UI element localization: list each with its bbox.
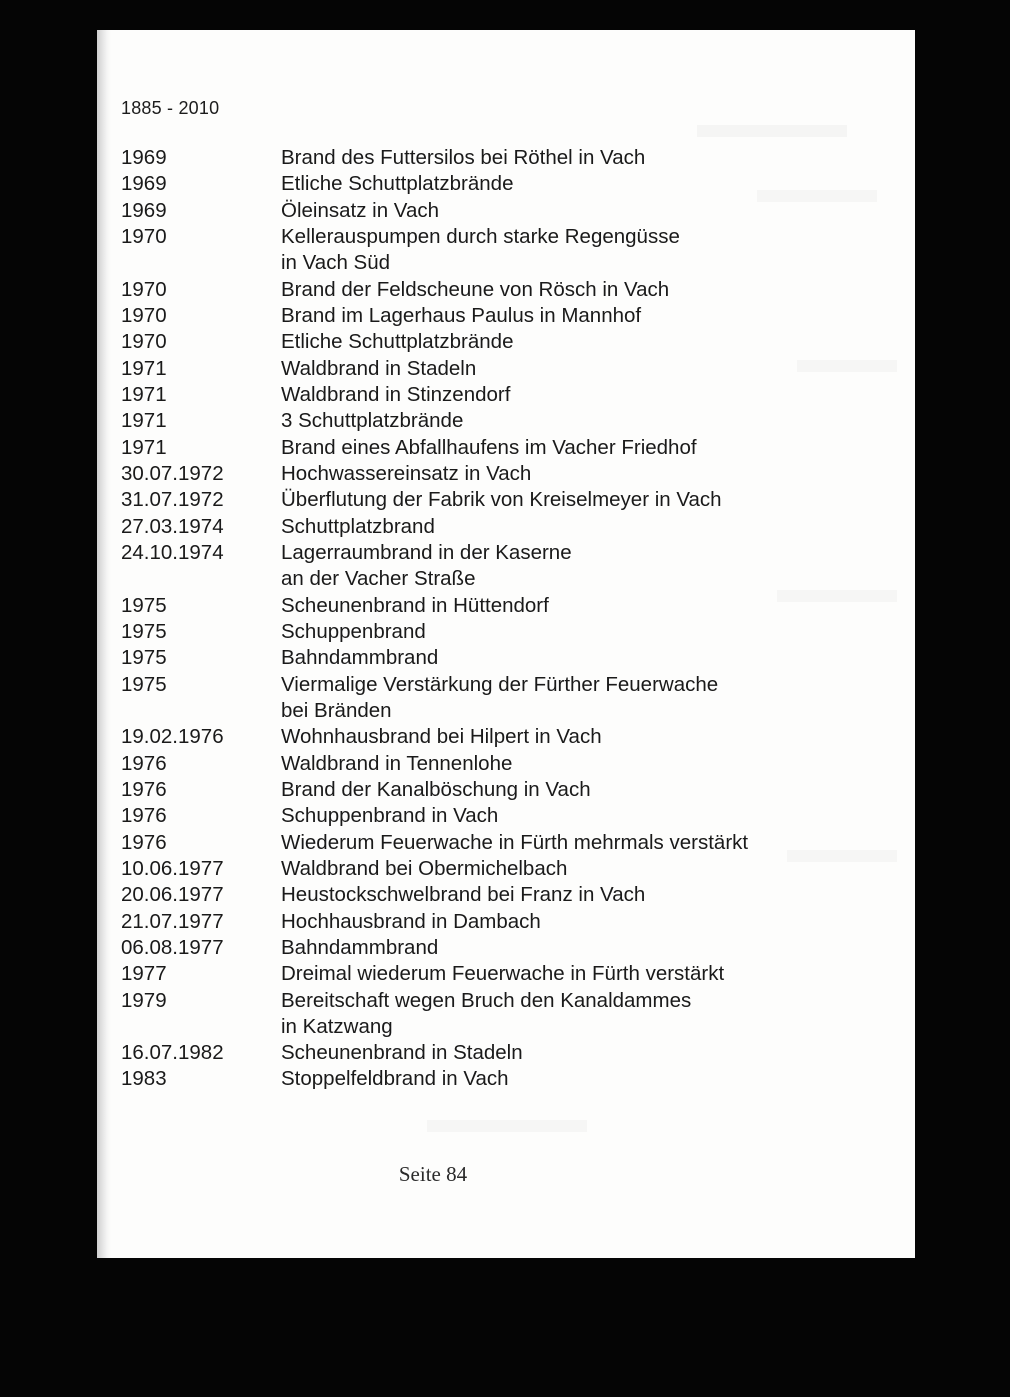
entry-description (281, 593, 811, 619)
entry-description (281, 514, 811, 540)
bleed-through-shading (797, 360, 897, 372)
entry-date: 1976 (121, 777, 167, 801)
chronicle-entry (121, 329, 811, 355)
entry-description (281, 461, 811, 487)
entry-description-line: Etliche Schuttplatzbrände (281, 330, 514, 354)
chronicle-entry (121, 198, 811, 224)
entry-description-line: Schuppenbrand (281, 619, 426, 643)
entry-description (281, 988, 811, 1041)
entry-date: 1969 (121, 198, 167, 222)
chronicle-entry (121, 619, 811, 645)
running-head: 1885 - 2010 (121, 98, 220, 118)
entry-description (281, 830, 811, 856)
chronicle-entry (121, 461, 811, 487)
entry-description-line: Schuttplatzbrand (281, 514, 435, 538)
entry-date: 1971 (121, 356, 167, 380)
entry-date: 1976 (121, 751, 167, 775)
entry-description-line: Scheunenbrand in Stadeln (281, 1041, 523, 1065)
entry-date: 1975 (121, 593, 167, 617)
entry-description-line: in Katzwang (281, 1014, 393, 1038)
entry-description (281, 382, 811, 408)
entry-date: 1975 (121, 619, 167, 643)
chronicle-entry (121, 593, 811, 619)
entry-description (281, 645, 811, 671)
entry-date: 1971 (121, 435, 167, 459)
chronicle-entry (121, 277, 811, 303)
entry-description-line: Stoppelfeldbrand in Vach (281, 1067, 509, 1091)
entry-description (281, 856, 811, 882)
entry-date: 1970 (121, 277, 167, 301)
entry-description (281, 961, 811, 987)
entry-description (281, 408, 811, 434)
entry-description-line: Etliche Schuttplatzbrände (281, 172, 514, 196)
entry-description (281, 356, 811, 382)
entry-description-line: Bereitschaft wegen Bruch den Kanaldammes (281, 988, 692, 1012)
entry-description (281, 935, 811, 961)
chronicle-entry (121, 1066, 811, 1092)
entry-date: 10.06.1977 (121, 856, 224, 880)
entry-description (281, 303, 811, 329)
chronicle-entry (121, 803, 811, 829)
entry-description-line: Bahndammbrand (281, 935, 439, 959)
entry-description (281, 882, 811, 908)
entry-description-line: Brand des Futtersilos bei Röthel in Vach (281, 146, 646, 169)
entry-date: 06.08.1977 (121, 935, 224, 959)
entry-description (281, 145, 811, 171)
entry-description (281, 909, 811, 935)
entry-date: 1969 (121, 172, 167, 196)
entry-description-line: Überflutung der Fabrik von Kreiselmeyer in Vach (281, 488, 722, 512)
entry-date: 1976 (121, 830, 167, 854)
entry-description-line: in Vach Süd (281, 251, 391, 275)
entry-description-line: Heustockschwelbrand bei Franz in Vach (281, 883, 646, 907)
entry-date: 1970 (121, 330, 167, 354)
entry-description (281, 672, 811, 725)
entry-description (281, 540, 811, 593)
entry-date: 1979 (121, 988, 167, 1012)
entry-description-line: Wohnhausbrand bei Hilpert in Vach (281, 725, 602, 749)
entry-description (281, 435, 811, 461)
entry-description-line: Waldbrand in Stadeln (281, 356, 477, 380)
chronicle-entry (121, 382, 811, 408)
chronicle-entry-list (121, 145, 811, 1093)
entry-date: 1976 (121, 804, 167, 828)
chronicle-entry (121, 672, 811, 725)
entry-description (281, 329, 811, 355)
entry-date: 1983 (121, 1067, 167, 1091)
chronicle-entry (121, 171, 811, 197)
chronicle-entry (121, 909, 811, 935)
entry-description (281, 487, 811, 513)
chronicle-entry (121, 356, 811, 382)
entry-description-line: Hochhausbrand in Dambach (281, 909, 541, 933)
entry-date: 31.07.1972 (121, 488, 224, 512)
entry-date: 1971 (121, 382, 167, 406)
bleed-through-shading (427, 1120, 587, 1132)
entry-date: 21.07.1977 (121, 909, 224, 933)
chronicle-entry (121, 645, 811, 671)
entry-description (281, 619, 811, 645)
entry-description (281, 171, 811, 197)
entry-date: 1975 (121, 646, 167, 670)
entry-date: 1970 (121, 224, 167, 248)
chronicle-entry (121, 751, 811, 777)
chronicle-entry (121, 830, 811, 856)
page-binding-edge (97, 30, 111, 1258)
entry-description-line: Waldbrand in Stinzendorf (281, 382, 511, 406)
chronicle-entry (121, 988, 811, 1041)
entry-description (281, 777, 811, 803)
entry-description-line: Kellerauspumpen durch starke Regengüsse (281, 224, 680, 248)
chronicle-entry (121, 1040, 811, 1066)
entry-description (281, 724, 811, 750)
entry-description (281, 803, 811, 829)
chronicle-entry (121, 856, 811, 882)
entry-description-line: Dreimal wiederum Feuerwache in Fürth verstärkt (281, 962, 725, 986)
chronicle-entry (121, 514, 811, 540)
entry-description-line: Brand im Lagerhaus Paulus in Mannhof (281, 303, 642, 327)
chronicle-entry (121, 145, 811, 171)
entry-description-line: Bahndammbrand (281, 646, 439, 670)
chronicle-entry (121, 435, 811, 461)
chronicle-entry (121, 961, 811, 987)
chronicle-entry (121, 935, 811, 961)
entry-description-line: Brand der Feldscheune von Rösch in Vach (281, 277, 670, 301)
chronicle-entry (121, 487, 811, 513)
entry-description-line: an der Vacher Straße (281, 567, 476, 591)
chronicle-entry (121, 408, 811, 434)
entry-description-line: Öleinsatz in Vach (281, 198, 440, 222)
entry-description (281, 1040, 811, 1066)
entry-description-line: 3 Schuttplatzbrände (281, 409, 464, 433)
entry-date: 27.03.1974 (121, 514, 224, 538)
entry-description-line: Hochwassereinsatz in Vach (281, 461, 532, 485)
chronicle-entry (121, 303, 811, 329)
entry-description-line: Lagerraumbrand in der Kaserne (281, 540, 572, 564)
entry-description-line: Waldbrand bei Obermichelbach (281, 856, 568, 880)
entry-description (281, 751, 811, 777)
chronicle-entry (121, 540, 811, 593)
entry-date: 1977 (121, 962, 167, 986)
entry-date: 1969 (121, 146, 167, 169)
page-number: Seite 84 (398, 1162, 468, 1186)
entry-description-line: Waldbrand in Tennenlohe (281, 751, 513, 775)
chronicle-entry (121, 224, 811, 277)
entry-date: 30.07.1972 (121, 461, 224, 485)
chronicle-entry (121, 882, 811, 908)
entry-description (281, 198, 811, 224)
chronicle-entry (121, 724, 811, 750)
entry-description-line: Brand eines Abfallhaufens im Vacher Friedhof (281, 435, 697, 459)
entry-description-line: Wiederum Feuerwache in Fürth mehrmals verstärkt (281, 830, 749, 854)
entry-description-line: bei Bränden (281, 698, 392, 722)
entry-description (281, 277, 811, 303)
bleed-through-shading (697, 125, 847, 137)
entry-description-line: Viermalige Verstärkung der Fürther Feuerwache (281, 672, 719, 696)
entry-description-line: Brand der Kanalböschung in Vach (281, 777, 591, 801)
entry-date: 1975 (121, 672, 167, 696)
entry-date: 24.10.1974 (121, 540, 224, 564)
entry-date: 1971 (121, 409, 167, 433)
entry-description-line: Schuppenbrand in Vach (281, 804, 499, 828)
entry-description (281, 1066, 811, 1092)
entry-description (281, 224, 811, 277)
chronicle-entry (121, 777, 811, 803)
entry-date: 16.07.1982 (121, 1041, 224, 1065)
entry-description-line: Scheunenbrand in Hüttendorf (281, 593, 549, 617)
entry-date: 20.06.1977 (121, 883, 224, 907)
entry-date: 19.02.1976 (121, 725, 224, 749)
entry-date: 1970 (121, 303, 167, 327)
